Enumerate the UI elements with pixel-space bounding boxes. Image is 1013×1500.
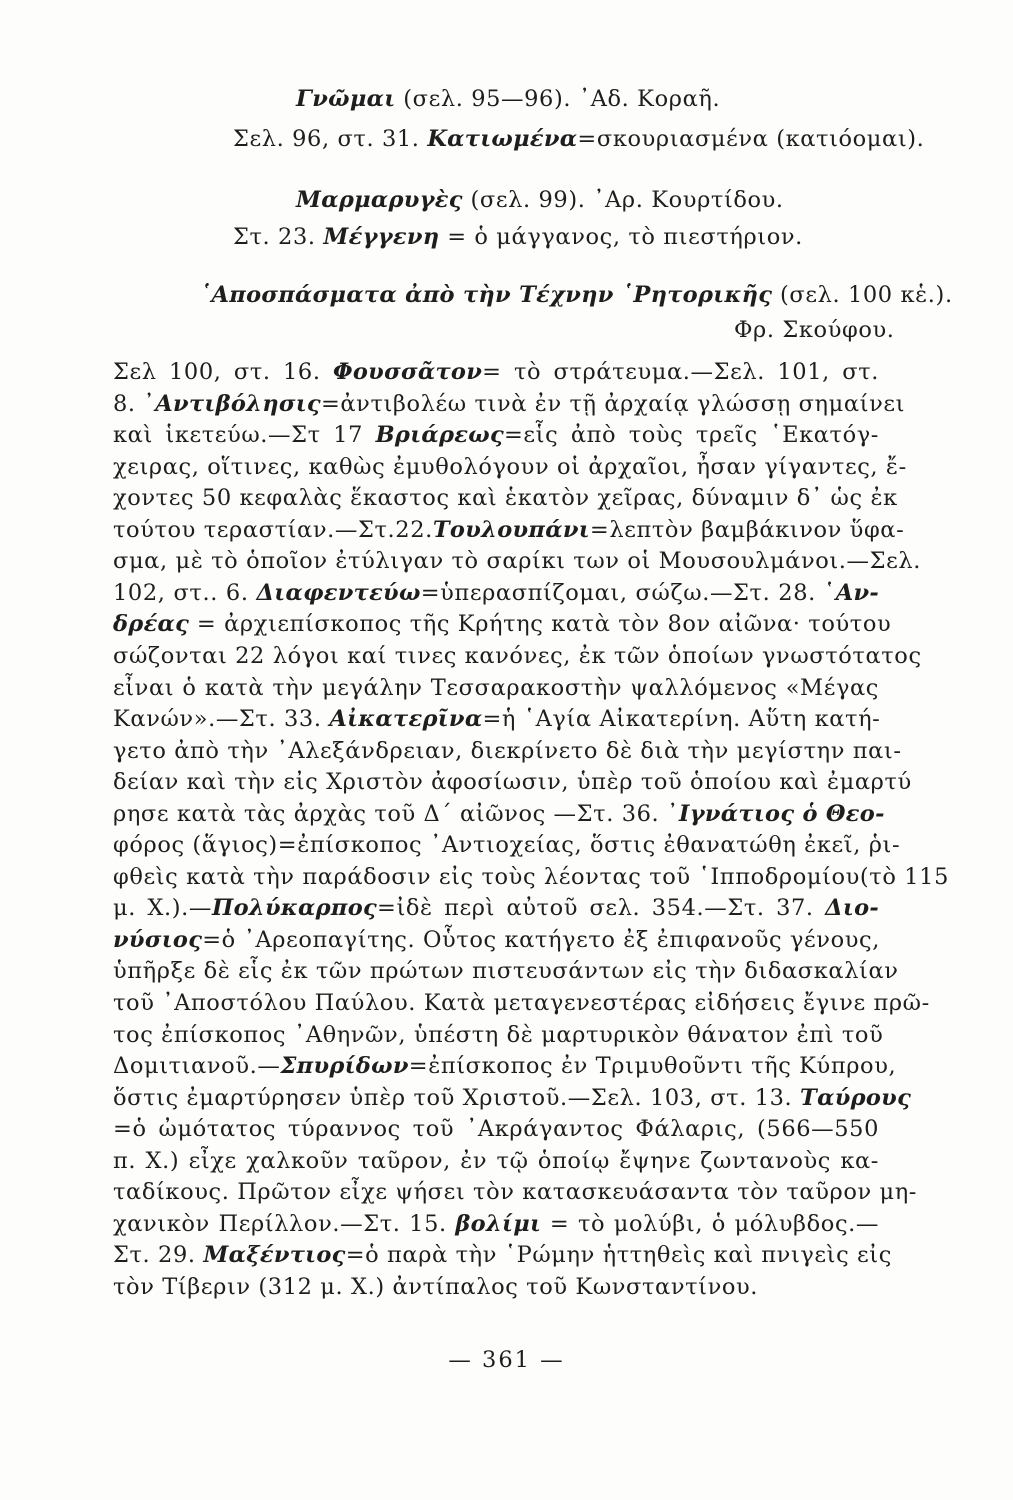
header-line-1: [296, 85, 720, 113]
body-text-fragment: Σελ 100, στ. 16.: [113, 359, 333, 385]
body-line: [113, 674, 879, 702]
body-line: [113, 516, 905, 544]
body-line: [113, 894, 879, 922]
body-line: [113, 358, 879, 386]
section3-author: [734, 316, 895, 344]
glossary-term: Φουσσᾶτον: [332, 359, 483, 385]
body-text-fragment: =ἡ ῾Αγία Αἰκατερίνη. Αὕτη κατή-: [482, 706, 881, 732]
glossary-term: Μαξέντιος: [203, 1242, 346, 1268]
glossary-term: Βριάρεως: [375, 422, 504, 448]
body-text-fragment: καὶ ἱκετεύω.—Στ 17: [113, 422, 376, 448]
body-line: [113, 484, 898, 512]
apospasmata-ref: (σελ. 100 κἑ.).: [772, 282, 953, 308]
body-line: [113, 737, 902, 765]
body-line: [113, 1115, 879, 1143]
body-text-fragment: χειρας, οἵτινες, καθὼς ἐμυθολόγουν οἱ ἀρχαῖοι, ἦσαν γίγαντες, ἔ-: [113, 454, 907, 480]
body-text-fragment: εἶναι ὁ κατὰ τὴν μεγάλην Τεσσαρακοστὴν ψαλλόμενος «Μέγας: [113, 675, 879, 701]
body-text-fragment: Δομιτιανοῦ.—: [113, 1053, 281, 1079]
body-line: [113, 768, 912, 796]
meggeni-ref: Στ. 23.: [233, 224, 324, 250]
author-name: Φρ. Σκούφου.: [734, 317, 895, 343]
body-text-fragment: φόρος (ἅγιος)=ἐπίσκοπος ᾿Αντιοχείας, ὅστις ἐθανατώθη ἐκεῖ, ῥι-: [113, 832, 901, 858]
body-line: [113, 547, 922, 575]
body-line: [113, 1021, 884, 1049]
body-line: [113, 1178, 918, 1206]
body-text-fragment: = τὸ στράτευμα.—Σελ. 101, στ.: [482, 359, 879, 385]
body-text-fragment: ὅστις ἐμαρτύρησεν ὑπὲρ τοῦ Χριστοῦ.—Σελ. 103, στ. 13.: [113, 1085, 801, 1111]
body-text-fragment: ταδίκους. Πρῶτον εἶχε ψήσει τὸν κατασκευάσαντα τὸν ταῦρον μη-: [113, 1179, 918, 1205]
body-line: [113, 800, 885, 828]
section3-title: [200, 281, 953, 309]
body-text-fragment: =λεπτὸν βαμβάκινον ὕφα-: [589, 517, 905, 543]
page-number: — 361 —: [448, 1347, 565, 1373]
meggeni-term: Μέγγενη: [323, 224, 440, 250]
glossary-term: Τουλουπάνι: [432, 517, 590, 543]
body-text-fragment: 8. ᾿: [113, 391, 156, 417]
body-text-fragment: σμα, μὲ τὸ ὁποῖον ἐτύλιγαν τὸ σαρίκι των οἱ Μουσουλμάνοι.—Σελ.: [113, 548, 922, 574]
body-text-fragment: δείαν καὶ τὴν εἰς Χριστὸν ἀφοσίωσιν, ὑπὲρ τοῦ ὁποίου καὶ ἐμαρτύ: [113, 769, 912, 795]
body-line: [113, 1210, 879, 1238]
body-text-fragment: ρησε κατὰ τὰς ἀρχὰς τοῦ Δ´ αἰῶνος —Στ. 36. ᾿: [113, 801, 679, 827]
body-line: [113, 989, 930, 1017]
body-text-fragment: =ἰδὲ περὶ αὐτοῦ σελ. 354.—Στ. 37.: [377, 895, 826, 921]
body-text-fragment: Στ. 29.: [113, 1242, 204, 1268]
body-line: [113, 453, 907, 481]
glossary-term: Σπυρίδων: [280, 1053, 409, 1079]
body-text-fragment: σώζονται 22 λόγοι καί τινες κανόνες, ἐκ τῶν ὁποίων γνωστότατος: [113, 643, 922, 669]
glossary-term: Ταύρους: [800, 1085, 912, 1111]
glossary-term: δρέας: [113, 611, 190, 637]
body-text-fragment: τὸν Τίβεριν (312 μ. Χ.) ἀντίπαλος τοῦ Κωνσταντίνου.: [113, 1274, 759, 1300]
glossary-term: Αἰκατερῖνα: [329, 706, 483, 732]
body-line: [113, 831, 901, 859]
glossary-term: Διαφεντεύω: [256, 580, 421, 606]
katiomena-term: Κατιωμένα: [427, 126, 578, 152]
body-line: [113, 610, 892, 638]
glossary-term: Ιγνάτιος ὁ Θεο-: [678, 801, 885, 827]
glossary-term: Πολύκαρπος: [212, 895, 378, 921]
body-text-fragment: Κανών».—Στ. 33.: [113, 706, 330, 732]
body-line: [113, 705, 879, 733]
body-text-fragment: =ὁ παρὰ τὴν ῾Ρώμην ἡττηθεὶς καὶ πνιγεὶς εἰς: [345, 1242, 892, 1268]
marmaryges-title: Μαρμαρυγὲς: [296, 187, 463, 213]
body-line: [113, 863, 949, 891]
body-text-fragment: =ὁ ὠμότατος τύραννος τοῦ ᾿Ακράγαντος Φάλαρις, (566—550: [113, 1116, 879, 1142]
header-line-2: [233, 125, 924, 153]
katiomena-def: =σκουριασμένα (κατιόομαι).: [577, 126, 925, 152]
glossary-term: Αν-: [835, 580, 879, 606]
gnomai-ref: (σελ. 95—96). ᾿Αδ. Κοραῆ.: [395, 86, 721, 112]
body-text-fragment: 102, στ.. 6.: [113, 580, 257, 606]
body-line: [113, 957, 899, 985]
body-text-fragment: = τὸ μολύβι, ὁ μόλυβδος.—: [541, 1211, 880, 1237]
body-text-fragment: =ὑπερασπίζομαι, σώζω.—Στ. 28. ῾: [420, 580, 836, 606]
body-line: [113, 1273, 758, 1301]
body-text-fragment: ὑπῆρξε δὲ εἷς ἐκ τῶν πρώτων πιστευσάντων εἰς τὴν διδασκαλίαν: [113, 958, 899, 984]
body-text-fragment: χανικὸν Περίλλον.—Στ. 15.: [113, 1211, 456, 1237]
body-text-fragment: τούτου τεραστίαν.—Στ.22.: [113, 517, 433, 543]
body-line: [113, 421, 879, 449]
body-text-fragment: = ἀρχιεπίσκοπος τῆς Κρήτης κατὰ τὸν 8ον αἰῶνα· τούτου: [189, 611, 892, 637]
body-text-fragment: χοντες 50 κεφαλὰς ἕκαστος καὶ ἑκατὸν χεῖρας, δύναμιν δ᾿ ὡς ἐκ: [113, 485, 898, 511]
marmaryges-ref: (σελ. 99). ᾿Αρ. Κουρτίδου.: [462, 187, 784, 213]
body-text-fragment: μ. Χ.).—: [113, 895, 213, 921]
glossary-term: Αντιβόλησις: [155, 391, 321, 417]
katiomena-ref: Σελ. 96, στ. 31.: [233, 126, 428, 152]
body-line: [113, 642, 922, 670]
body-text-fragment: =ἐπίσκοπος ἐν Τριμυθοῦντι τῆς Κύπρου,: [408, 1053, 897, 1079]
body-text-fragment: =ὁ ᾿Αρεοπαγίτης. Οὗτος κατήγετο ἐξ ἐπιφανοῦς γένους,: [202, 927, 880, 953]
glossary-term: βολίμι: [455, 1211, 542, 1237]
body-text-fragment: τοῦ ᾿Αποστόλου Παύλου. Κατὰ μεταγενεστέρας εἰδήσεις ἔγινε πρῶ-: [113, 990, 930, 1016]
glossary-term: νύσιος: [113, 927, 203, 953]
body-text-fragment: τος ἐπίσκοπος ᾿Αθηνῶν, ὑπέστη δὲ μαρτυρικὸν θάνατον ἐπὶ τοῦ: [113, 1022, 884, 1048]
body-line: [113, 579, 879, 607]
meggeni-def: = ὁ μάγγανος, τὸ πιεστήριον.: [439, 224, 803, 250]
body-text-fragment: γετο ἀπὸ τὴν ᾿Αλεξάνδρειαν, διεκρίνετο δὲ διὰ τὴν μεγίστην παι-: [113, 738, 902, 764]
body-line: [113, 1241, 892, 1269]
body-text-fragment: φθεὶς κατὰ τὴν παράδοσιν εἰς τοὺς λέοντας τοῦ ῾Ιπποδρομίου(τὸ 115: [113, 864, 949, 890]
body-line: [113, 926, 879, 954]
body-line: [113, 1052, 897, 1080]
body-line: [113, 1147, 879, 1175]
body-text-fragment: =εἷς ἀπὸ τοὺς τρεῖς ῾Εκατόγ-: [503, 422, 879, 448]
section2-line-2: [233, 223, 803, 251]
apospasmata-title: ῾Αποσπάσματα ἀπὸ τὴν Τέχνην ῾Ρητορικῆς: [200, 282, 773, 308]
body-line: [113, 1084, 912, 1112]
body-text-fragment: =ἀντιβολέω τινὰ ἐν τῇ ἀρχαίᾳ γλώσσῃ σημαίνει: [320, 391, 906, 417]
glossary-term: Διο-: [825, 895, 880, 921]
gnomai-title: Γνῶμαι: [296, 86, 396, 112]
body-line: [113, 390, 906, 418]
section2-line-1: [296, 186, 784, 214]
body-text-fragment: π. Χ.) εἶχε χαλκοῦν ταῦρον, ἐν τῷ ὁποίῳ ἔψηνε ζωντανοὺς κα-: [113, 1148, 879, 1174]
